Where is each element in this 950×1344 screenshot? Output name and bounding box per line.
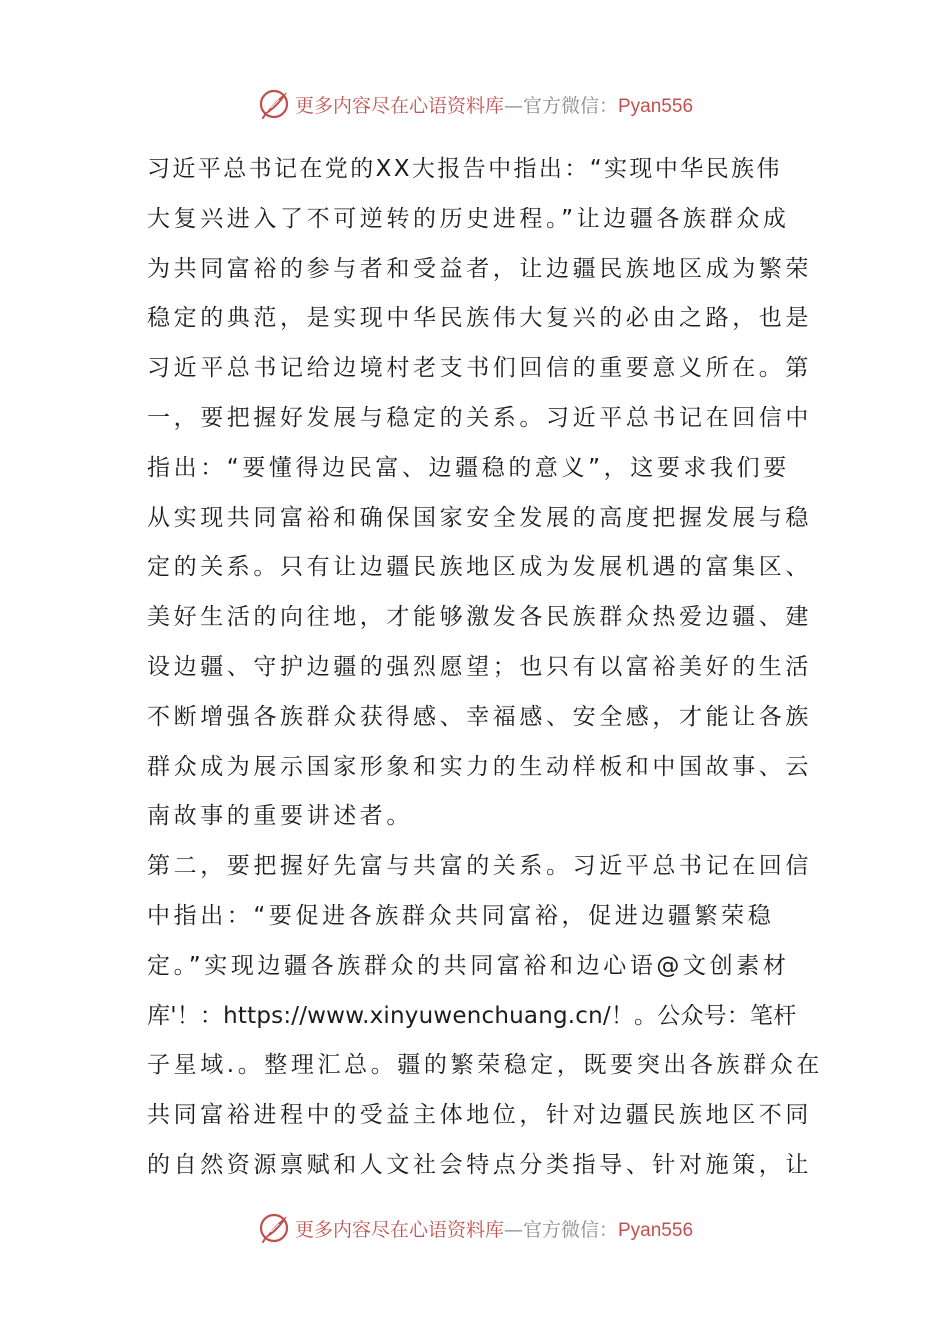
text-line: 习近平总书记给边境村老支书们回信的重要意义所在。第 xyxy=(147,355,812,382)
text-line: 为共同富裕的参与者和受益者，让边疆民族地区成为繁荣 xyxy=(147,255,812,282)
banner-official-text: —官方微信： xyxy=(503,94,618,117)
text-line: 从实现共同富裕和确保国家安全发展的高度把握发展与稳 xyxy=(147,504,812,531)
banner-wechat-id: Pyan556 xyxy=(618,95,694,117)
document-body xyxy=(147,145,823,1191)
text-line: 定。”实现边疆各族群众的共同富裕和边心语@文创素材 xyxy=(147,952,790,979)
text-line: 中指出：“要促进各族群众共同富裕，促进边疆繁荣稳 xyxy=(147,902,775,929)
quill-pen-logo-icon xyxy=(257,1211,291,1245)
text-line: 的自然资源禀赋和人文社会特点分类指导、针对施策，让 xyxy=(147,1151,812,1178)
text-line: 指出：“要懂得边民富、边疆稳的意义”，这要求我们要 xyxy=(147,454,790,481)
text-line: 定的关系。只有让边疆民族地区成为发展机遇的富集区、 xyxy=(147,554,812,581)
text-line: 稳定的典范，是实现中华民族伟大复兴的必由之路，也是 xyxy=(147,305,812,332)
paragraph-1 xyxy=(147,145,812,842)
text-line: 南故事的重要讲述者。 xyxy=(147,803,413,830)
text-line: 群众成为展示国家形象和实力的生动样板和中国故事、云 xyxy=(147,753,812,780)
text-line: 共同富裕进程中的受益主体地位，针对边疆民族地区不同 xyxy=(147,1102,812,1129)
banner-main-text: 更多内容尽在心语资料库 xyxy=(294,1218,504,1241)
text-line: 美好生活的向往地，才能够激发各民族群众热爱边疆、建 xyxy=(147,604,812,631)
banner-text xyxy=(295,1215,693,1242)
banner-main-text: 更多内容尽在心语资料库 xyxy=(294,94,504,117)
text-line: 设边疆、守护边疆的强烈愿望；也只有以富裕美好的生活 xyxy=(147,653,812,680)
header-banner xyxy=(0,84,950,124)
paragraph-2 xyxy=(147,842,823,1191)
banner-official-text: —官方微信： xyxy=(503,1218,618,1241)
text-line: 一，要把握好发展与稳定的关系。习近平总书记在回信中 xyxy=(147,404,812,431)
text-line: 不断增强各族群众获得感、幸福感、安全感，才能让各族 xyxy=(147,703,812,730)
footer-banner xyxy=(0,1208,950,1248)
text-line: 子星域.。整理汇总。疆的繁荣稳定，既要突出各族群众在 xyxy=(147,1052,823,1079)
quill-pen-logo-icon xyxy=(257,87,291,121)
text-line: 第二，要把握好先富与共富的关系。习近平总书记在回信 xyxy=(147,853,812,880)
banner-text xyxy=(295,91,693,118)
text-line: 大复兴进入了不可逆转的历史进程。”让边疆各族群众成 xyxy=(147,205,790,232)
text-line: 习近平总书记在党的XX大报告中指出：“实现中华民族伟 xyxy=(147,156,782,182)
text-line-with-url: 库'！：https://www.xinyuwenchuang.cn/！。公众号：笔杆 xyxy=(147,1002,797,1029)
banner-wechat-id: Pyan556 xyxy=(618,1219,694,1241)
